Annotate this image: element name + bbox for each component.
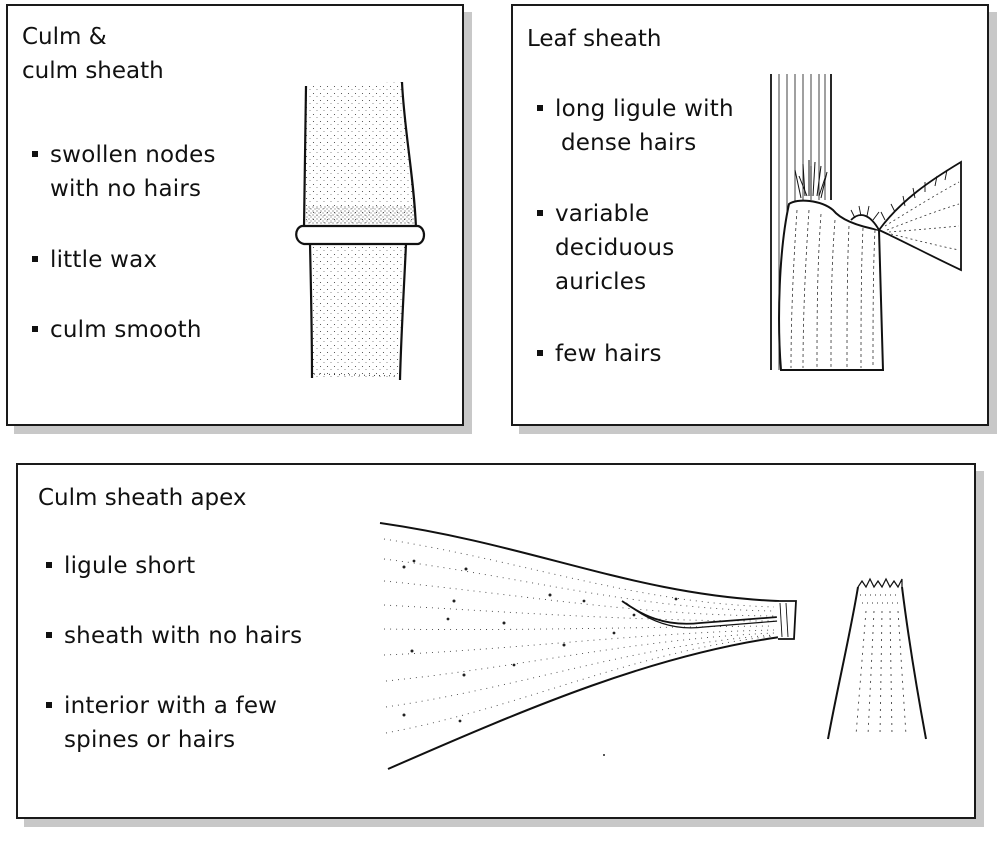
bullet-line: with no hairs xyxy=(50,176,202,202)
bullet-line: ligule short xyxy=(64,553,196,579)
panel-culm-and-culm-sheath xyxy=(6,4,464,426)
bullet-line: swollen nodes xyxy=(50,142,216,168)
panel-leaf-sheath xyxy=(511,4,989,426)
bullet-line: few hairs xyxy=(555,341,662,367)
panel-title: Leaf sheath xyxy=(527,26,662,52)
bullet-line: spines or hairs xyxy=(64,727,236,753)
bullet-item xyxy=(30,243,157,277)
bullet-line: long ligule with xyxy=(555,96,734,122)
bullet-item xyxy=(535,197,674,299)
bullet-item xyxy=(44,549,195,583)
culm-node-illustration xyxy=(284,78,434,388)
bullet-item xyxy=(44,619,302,653)
bullet-item xyxy=(30,138,216,206)
bullet-line: variable xyxy=(555,201,650,227)
bullet-line: culm smooth xyxy=(50,317,202,343)
title-line-2: culm sheath xyxy=(22,58,164,84)
bullet-item xyxy=(30,313,202,347)
panel-title: Culm sheath apex xyxy=(38,485,247,511)
bullet-line: interior with a few xyxy=(64,693,278,719)
bullet-line: deciduous xyxy=(555,235,675,261)
culm-sheath-illustration xyxy=(374,515,814,777)
bullet-item xyxy=(535,337,662,371)
bullet-line: dense hairs xyxy=(561,130,697,156)
panel-culm-sheath-apex xyxy=(16,463,976,819)
bullet-line: sheath with no hairs xyxy=(64,623,303,649)
bullet-line: little wax xyxy=(50,247,158,273)
bullet-line: auricles xyxy=(555,269,647,295)
leaf-sheath-illustration xyxy=(761,70,967,374)
title-line-1: Culm & xyxy=(22,24,107,50)
bullet-item xyxy=(44,689,277,757)
panel-title xyxy=(22,20,164,88)
sheath-apex-detail-illustration xyxy=(816,575,946,745)
bullet-item xyxy=(535,92,734,160)
